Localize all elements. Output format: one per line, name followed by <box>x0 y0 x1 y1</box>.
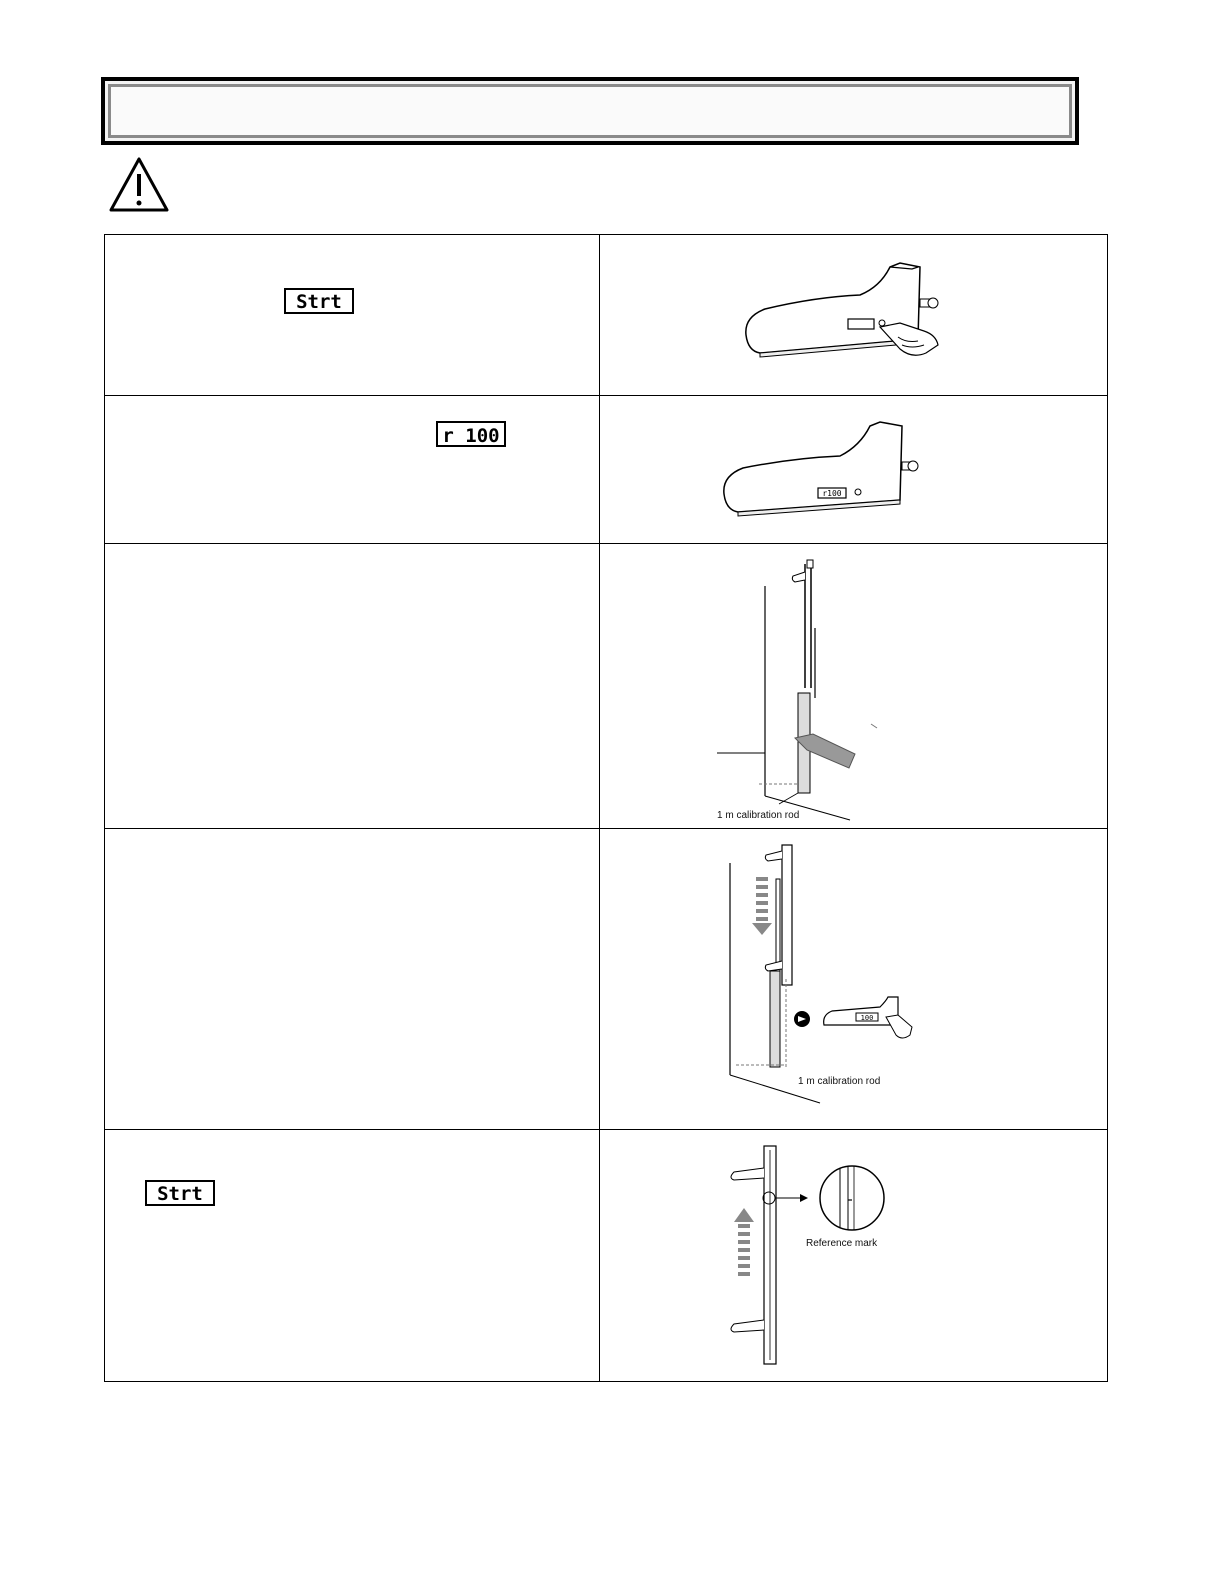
step-2-text-cell <box>105 396 600 544</box>
step-row-4 <box>105 829 1108 1130</box>
rod-label: 1 m calibration rod <box>798 1076 881 1087</box>
step-3-figure-cell <box>600 544 1108 829</box>
svg-text:r100: r100 <box>822 489 842 498</box>
slide-head-down-figure <box>720 839 970 1119</box>
display-text: Strt <box>296 291 342 313</box>
step-4-text-cell <box>105 829 600 1130</box>
step-4-figure-cell <box>600 829 1108 1130</box>
r100-display <box>436 420 506 448</box>
display-text: Strt <box>157 1183 203 1205</box>
warning-icon <box>108 156 170 214</box>
step-3-text-cell <box>105 544 600 829</box>
mini-display-text: 100 <box>860 1014 874 1022</box>
step-1-figure-cell <box>600 235 1108 396</box>
calibration-steps-table <box>104 234 1108 1382</box>
step-5-figure-cell <box>600 1130 1108 1382</box>
slide-head-up-reference-figure <box>720 1140 940 1375</box>
step-5-text-cell <box>105 1130 600 1382</box>
section-title-box <box>101 77 1079 145</box>
display-text: r 100 <box>442 425 500 447</box>
strt-display <box>145 1180 215 1206</box>
calibration-rod-figure <box>695 558 925 826</box>
step-1-text-cell <box>105 235 600 396</box>
scale-head-display-figure <box>718 420 928 535</box>
step-row-2 <box>105 396 1108 544</box>
step-row-3 <box>105 544 1108 829</box>
step-row-1 <box>105 235 1108 396</box>
step-2-figure-cell <box>600 396 1108 544</box>
strt-display <box>284 288 354 314</box>
reference-mark-label: Reference mark <box>806 1238 878 1249</box>
scale-head-press-button-figure <box>740 257 960 377</box>
rod-label: 1 m calibration rod <box>717 810 800 821</box>
step-row-5 <box>105 1130 1108 1382</box>
